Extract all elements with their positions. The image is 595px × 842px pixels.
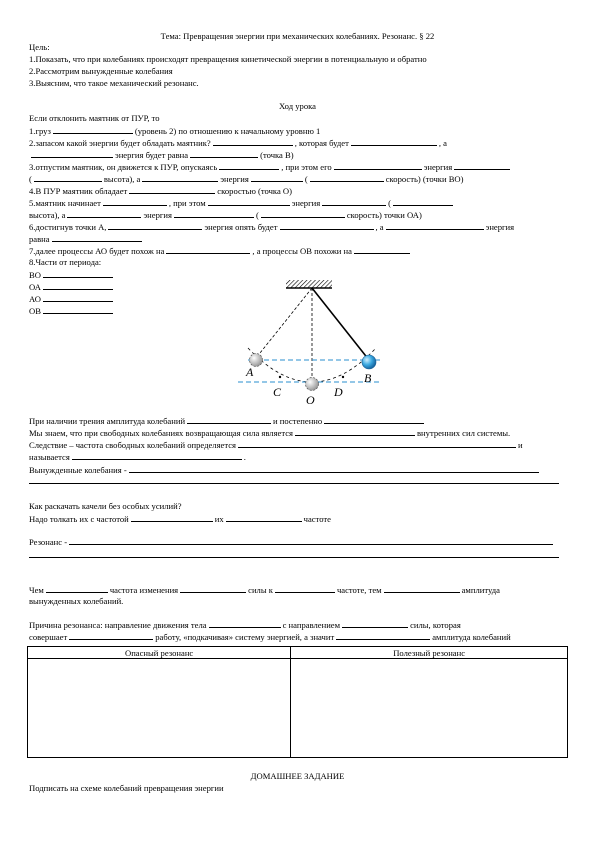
homework-text: Подписать на схеме колебаний превращения энергии <box>29 783 224 793</box>
blank[interactable] <box>334 161 422 170</box>
blank[interactable] <box>187 415 271 424</box>
blank[interactable] <box>275 584 335 593</box>
question-3: 3.отпустим маятник, он движется к ПУР, опускаясь , при этом его энергия <box>29 161 512 172</box>
thread-left <box>256 288 312 358</box>
blank[interactable] <box>351 137 437 146</box>
blank[interactable] <box>46 584 108 593</box>
blank[interactable] <box>386 221 484 230</box>
label-o: O <box>306 393 315 407</box>
blank[interactable] <box>354 245 410 254</box>
resonance-cause: Причина резонанса: направление движения тела с направлением силы, которая <box>29 620 461 630</box>
resonance-rule: Чем частота изменения силы к частоте, тем амплитуда <box>29 585 500 595</box>
blank[interactable] <box>190 149 258 158</box>
blank[interactable] <box>174 209 254 218</box>
blank[interactable] <box>52 233 142 242</box>
blank[interactable] <box>310 173 384 182</box>
question-3-cont: ( высота), а энергия ( скорость) (точки ВО) <box>29 174 464 184</box>
friction-line-1: При наличии трения амплитуда колебаний и постепенно <box>29 415 426 426</box>
resonance-definition: Резонанс - <box>29 536 555 547</box>
goal-1: 1.Показать, что при колебаниях происходят превращения кинетической энергии в потенциальную и обратно <box>29 54 427 64</box>
period-part-ob: ОВ <box>29 305 115 316</box>
resonance-rule-cont: вынужденных колебаний. <box>29 596 124 606</box>
resonance-table <box>27 646 568 758</box>
lesson-heading: Ход урока <box>279 101 316 111</box>
point-c-dot <box>279 376 281 378</box>
blank[interactable] <box>142 173 218 182</box>
question-7: 7.далее процессы АО будет похож на , а процессы ОВ похожи на <box>29 245 412 256</box>
swing-answer: Надо толкать их с частотой их частоте <box>29 514 331 524</box>
blank[interactable] <box>454 161 510 170</box>
pendulum-support <box>286 280 332 288</box>
bob-position-o <box>306 378 319 391</box>
label-d: D <box>334 385 343 399</box>
question-5: 5.маятник начинает , при этом энергия ( <box>29 197 455 208</box>
goals-label: Цель: <box>29 42 50 52</box>
cell-useful-resonance[interactable] <box>291 659 568 758</box>
blank[interactable] <box>43 281 113 290</box>
blank[interactable] <box>251 173 303 182</box>
header-useful-resonance: Полезный резонанс <box>291 647 568 659</box>
blank[interactable] <box>261 209 345 218</box>
blank[interactable] <box>213 137 293 146</box>
page-title: Тема: Превращения энергии при механических колебаниях. Резонанс. § 22 <box>160 31 435 41</box>
question-4: 4.В ПУР маятник обладает скоростью (точка О) <box>29 186 292 196</box>
blank[interactable] <box>280 221 374 230</box>
question-2: 2.запасом какой энергии будет обладать маятник? , которая будет , а <box>29 138 447 148</box>
swing-question: Как раскачать качели без особых усилий? <box>29 501 182 511</box>
friction-line-3: Следствие – частота свободных колебаний определяется и <box>29 440 523 450</box>
blank[interactable] <box>295 427 415 436</box>
label-c: C <box>273 385 282 399</box>
blank[interactable] <box>69 631 153 640</box>
resonance-cause-cont: совершает работу, «подкачивая» систему энергией, а значит амплитуда колебаний <box>29 632 511 642</box>
blank[interactable] <box>219 161 279 170</box>
question-5-cont: высота), а энергия ( скорость) точки ОА) <box>29 210 422 220</box>
blank[interactable] <box>34 173 102 182</box>
blank[interactable] <box>238 439 516 448</box>
answer-line[interactable] <box>29 557 559 558</box>
blank[interactable] <box>108 221 202 230</box>
blank[interactable] <box>322 197 386 206</box>
goal-2: 2.Рассмотрим вынужденные колебания <box>29 66 173 76</box>
header-dangerous-resonance: Опасный резонанс <box>28 647 291 659</box>
blank[interactable] <box>384 584 460 593</box>
blank[interactable] <box>69 536 553 545</box>
thread-right <box>312 288 369 360</box>
pendulum-diagram <box>230 276 390 410</box>
question-6: 6.достигнув точки А, энергия опять будет , а энергия <box>29 222 515 232</box>
friction-line-4: называется . <box>29 452 246 462</box>
homework-heading: ДОМАШНЕЕ ЗАДАНИЕ <box>250 771 345 781</box>
blank[interactable] <box>43 293 113 302</box>
question-6-cont: равна <box>29 233 144 244</box>
blank[interactable] <box>208 197 290 206</box>
answer-line[interactable] <box>29 483 559 484</box>
period-part-ao: АО <box>29 293 115 304</box>
question-1: 1.груз (уровень 2) по отношению к начальному уровню 1 <box>29 126 321 136</box>
question-8-label: 8.Части от периода: <box>29 257 102 267</box>
period-part-oa: ОА <box>29 281 115 292</box>
blank[interactable] <box>336 631 430 640</box>
blank[interactable] <box>180 584 246 593</box>
label-a: A <box>246 365 254 379</box>
blank[interactable] <box>393 197 453 206</box>
blank[interactable] <box>53 125 133 134</box>
blank[interactable] <box>166 245 250 254</box>
blank[interactable] <box>129 464 539 473</box>
forced-oscillations: Вынужденные колебания - <box>29 464 541 475</box>
period-part-vo: ВО <box>29 269 115 280</box>
lesson-intro: Если отклонить маятник от ПУР, то <box>29 113 160 123</box>
blank[interactable] <box>67 209 141 218</box>
blank[interactable] <box>43 269 113 278</box>
blank[interactable] <box>342 619 408 628</box>
blank[interactable] <box>226 513 302 522</box>
blank[interactable] <box>72 451 242 460</box>
blank[interactable] <box>209 619 281 628</box>
blank[interactable] <box>324 415 424 424</box>
blank[interactable] <box>31 149 113 158</box>
blank[interactable] <box>131 513 213 522</box>
blank[interactable] <box>43 305 113 314</box>
point-d-dot <box>342 376 344 378</box>
friction-line-2: Мы знаем, что при свободных колебаниях возвращающая сила является внутренних сил системы. <box>29 428 511 438</box>
blank[interactable] <box>129 185 215 194</box>
question-2-cont: энергия будет равна (точка В) <box>29 149 294 160</box>
label-b: B <box>364 371 372 385</box>
blank[interactable] <box>103 197 167 206</box>
cell-dangerous-resonance[interactable] <box>28 659 291 758</box>
goal-3: 3.Выясним, что такое механический резонанс. <box>29 78 199 88</box>
